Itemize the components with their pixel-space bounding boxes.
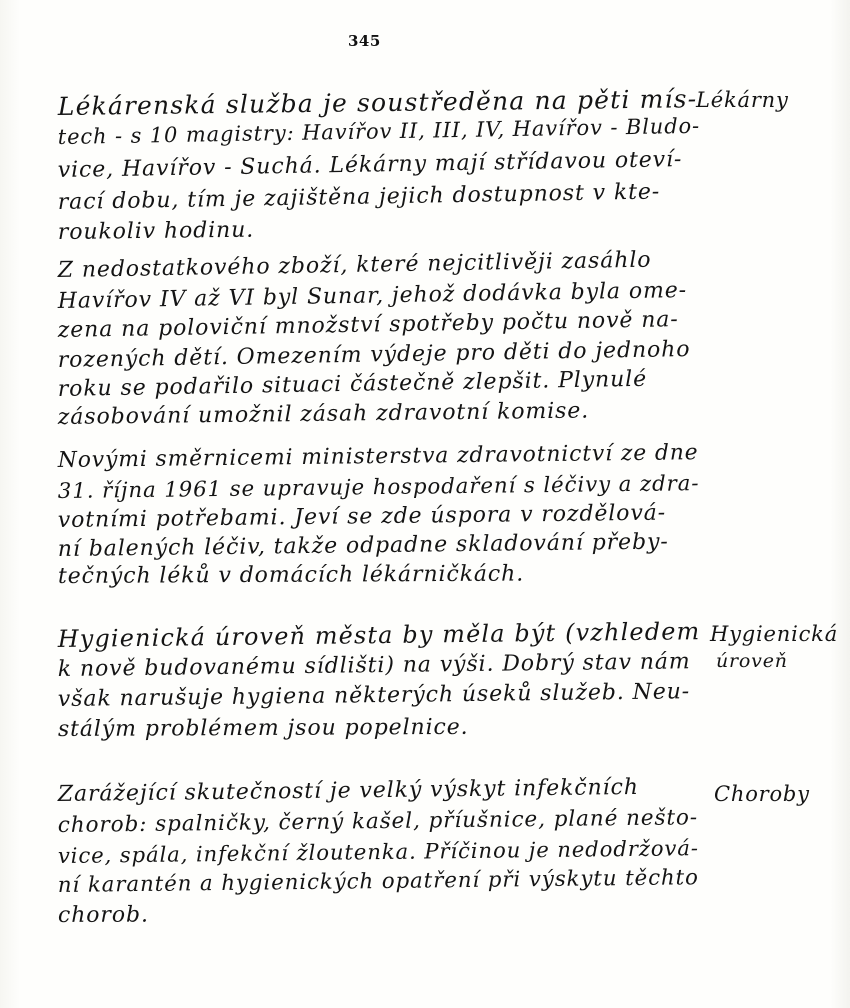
page-number: 345 — [348, 32, 381, 50]
text-line: zena na poloviční množství spotřeby počtu nově na- — [57, 307, 679, 343]
text-line: vice, spála, infekční žloutenka. Příčinou je nedodržová- — [57, 835, 699, 868]
margin-note-pharmacies: Lékárny — [696, 88, 789, 112]
margin-note-hygiene: Hygienická — [710, 622, 839, 646]
text-line: Novými směrnicemi ministerstva zdravotnictví ze dne — [57, 440, 699, 473]
text-line: Lékárenská služba je soustředěna na pěti mís- — [57, 84, 698, 121]
text-line: ní karantén a hygienických opatření při výskytu těchto — [57, 865, 699, 898]
text-line: tečných léků v domácích lékárničkách. — [57, 561, 525, 589]
text-line: stálým problémem jsou popelnice. — [57, 714, 469, 742]
text-line: votními potřebami. Jeví se zde úspora v rozdělová- — [57, 500, 667, 533]
text-line: Havířov IV až VI byl Sunar, jehož dodávka byla ome- — [57, 278, 688, 314]
margin-note-hygiene-level: úroveň — [716, 650, 788, 672]
text-line: 31. října 1961 se upravuje hospodaření s léčivy a zdra- — [57, 471, 700, 504]
text-line: k nově budovanému sídlišti) na výši. Dobrý stav nám — [57, 649, 691, 682]
text-line: zásobování umožnil zásah zdravotní komise. — [57, 398, 590, 430]
text-line: rozených dětí. Omezením výdeje pro děti do jednoho — [57, 336, 691, 373]
text-line: Z nedostatkového zboží, které nejcitlivěji zasáhlo — [57, 247, 652, 283]
text-line: však narušuje hygiena některých úseků služeb. Neu- — [57, 679, 691, 712]
text-line: chorob: spalničky, černý kašel, příušnice, plané nešto- — [57, 805, 699, 838]
text-line: Hygienická úroveň města by měla být (vzhledem — [57, 617, 701, 653]
text-line: tech - s 10 magistry: Havířov II, III, IV, Havířov - Bludo- — [57, 113, 701, 149]
text-line: rací dobu, tím je zajištěna jejich dostupnost v kte- — [57, 179, 661, 215]
text-line: Zarážející skutečností je velký výskyt infekčních — [57, 774, 639, 807]
text-line: ní balených léčiv, takže odpadne skladování přeby- — [57, 529, 669, 562]
text-line: roku se podařilo situaci částečně zlepšit. Plynulé — [57, 366, 648, 402]
text-line: chorob. — [57, 902, 149, 928]
text-line: vice, Havířov - Suchá. Lékárny mají střídavou oteví- — [57, 147, 683, 183]
margin-note-diseases: Choroby — [714, 782, 810, 806]
text-line: roukoliv hodinu. — [57, 217, 255, 245]
